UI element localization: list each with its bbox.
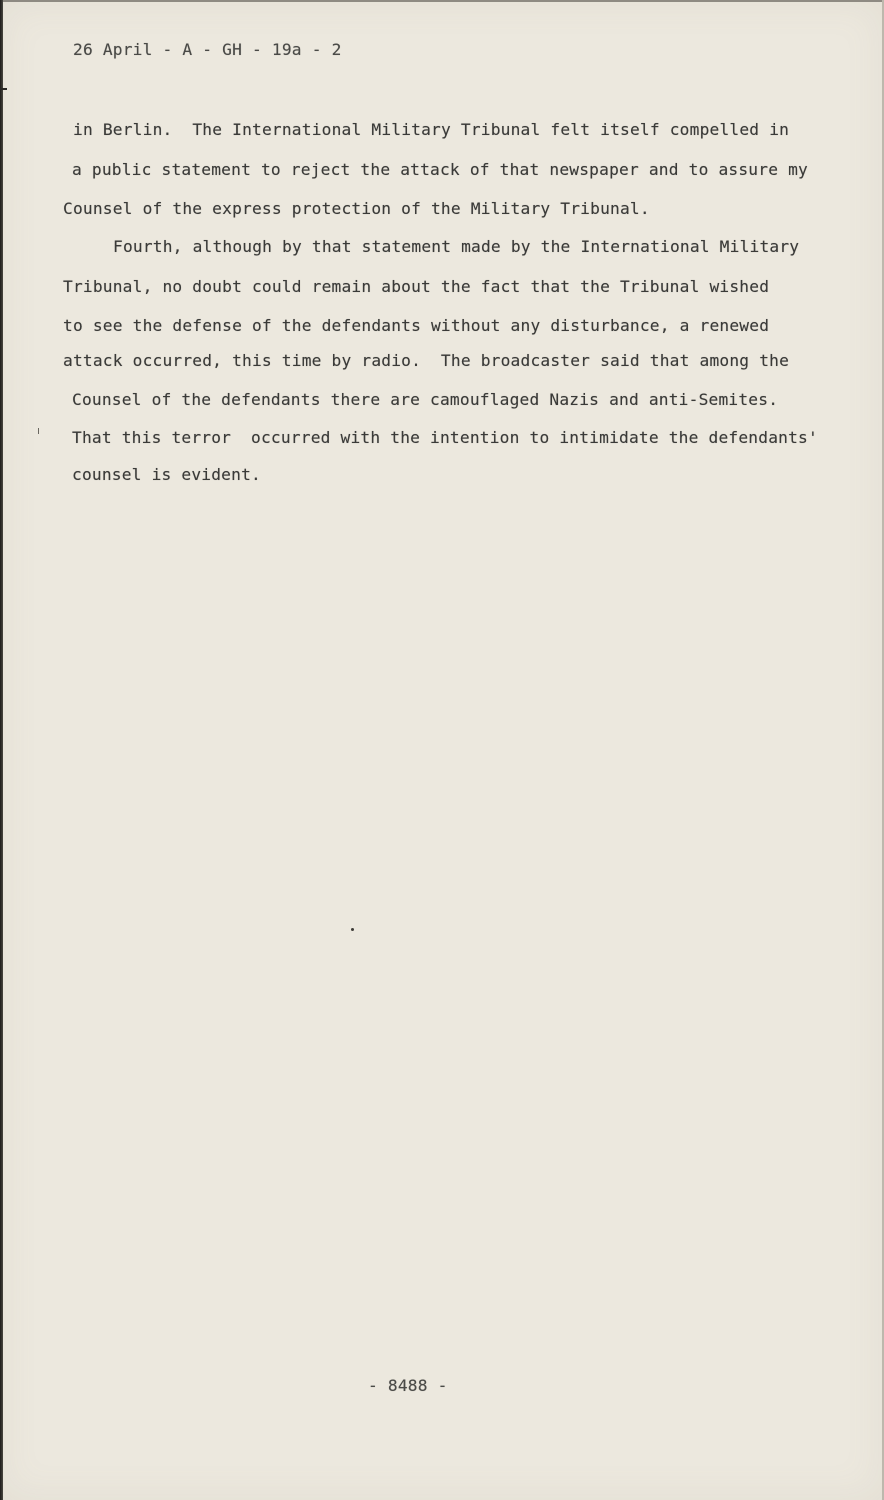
page-left-edge (0, 0, 3, 1500)
body-line-10: counsel is evident. (72, 465, 261, 484)
body-line-8: Counsel of the defendants there are camouflaged Nazis and anti-Semites. (72, 390, 779, 409)
body-line-9: That this terror occurred with the intention to intimidate the defendants' (72, 428, 818, 447)
body-line-2: a public statement to reject the attack of that newspaper and to assure my (72, 160, 808, 179)
page-top-edge (0, 0, 884, 2)
body-line-6: to see the defense of the defendants without any disturbance, a renewed (63, 316, 770, 335)
body-line-5: Tribunal, no doubt could remain about the fact that the Tribunal wished (63, 277, 770, 296)
body-line-1: in Berlin. The International Military Tribunal felt itself compelled in (73, 120, 790, 139)
binding-mark (0, 88, 7, 90)
page-header: 26 April - A - GH - 19a - 2 (73, 40, 342, 59)
paper-speck (351, 928, 354, 931)
body-line-7: attack occurred, this time by radio. The broadcaster said that among the (63, 351, 790, 370)
page-number: - 8488 - (368, 1376, 448, 1395)
body-line-4: Fourth, although by that statement made by the International Military (113, 237, 800, 256)
paper-mark (38, 428, 39, 434)
body-line-3: Counsel of the express protection of the Military Tribunal. (63, 199, 650, 218)
